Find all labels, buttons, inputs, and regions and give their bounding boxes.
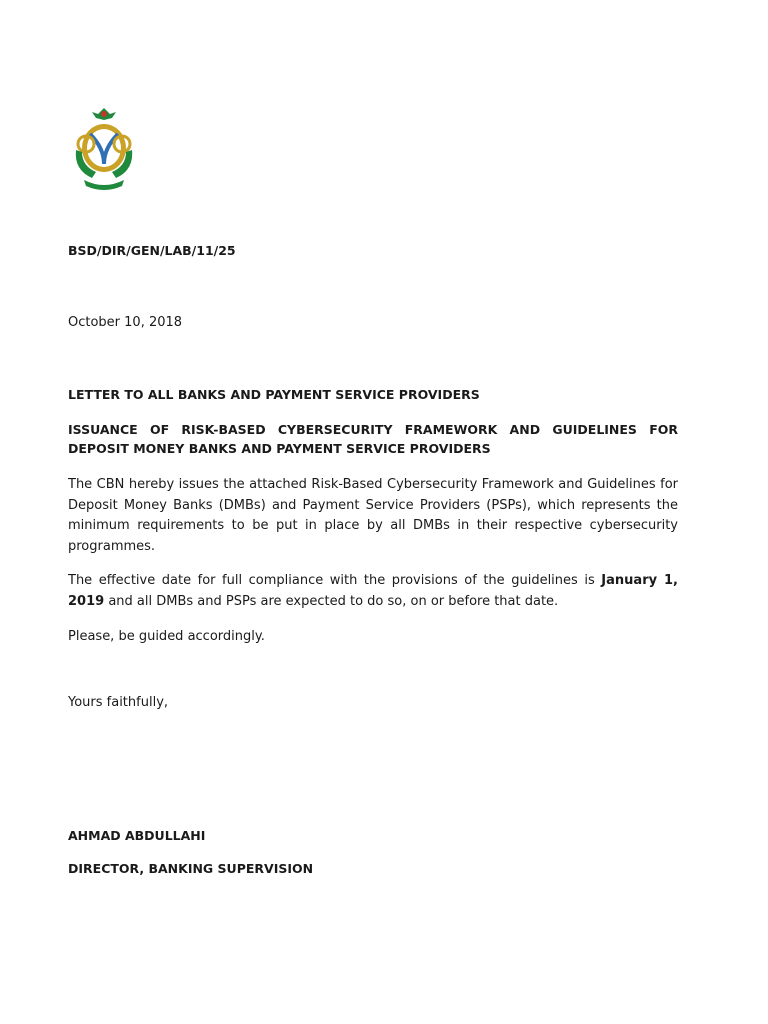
- cbn-emblem-icon: [70, 104, 138, 192]
- paragraph-2-text-after: and all DMBs and PSPs are expected to do so, on or before that date.: [104, 593, 559, 609]
- letter-date: October 10, 2018: [68, 315, 183, 330]
- body-paragraph-3: Please, be guided accordingly.: [68, 629, 265, 644]
- addressee-heading: LETTER TO ALL BANKS AND PAYMENT SERVICE PROVIDERS: [68, 387, 480, 402]
- reference-number: BSD/DIR/GEN/LAB/11/25: [68, 243, 236, 258]
- body-paragraph-2: [68, 571, 678, 612]
- body-paragraph-1: The CBN hereby issues the attached Risk-Based Cybersecurity Framework and Guidelines for Deposit Money Banks (DMBs) and Payment Service Providers (PSPs), which represents the minimum requirements to be put in place by all DMBs in their respective cybersecurity programmes.: [68, 477, 678, 554]
- subject-heading: ISSUANCE OF RISK-BASED CYBERSECURITY FRAMEWORK AND GUIDELINES FOR DEPOSIT MONEY BANKS AND PAYMENT SERVICE PROVIDERS: [68, 422, 678, 456]
- signer-name: AHMAD ABDULLAHI: [68, 828, 206, 843]
- paragraph-2-text-before: The effective date for full compliance with the provisions of the guidelines is: [68, 573, 602, 588]
- closing-salutation: Yours faithfully,: [68, 695, 169, 710]
- signer-title: DIRECTOR, BANKING SUPERVISION: [68, 861, 314, 876]
- effective-date: January 1, 2019: [68, 573, 678, 609]
